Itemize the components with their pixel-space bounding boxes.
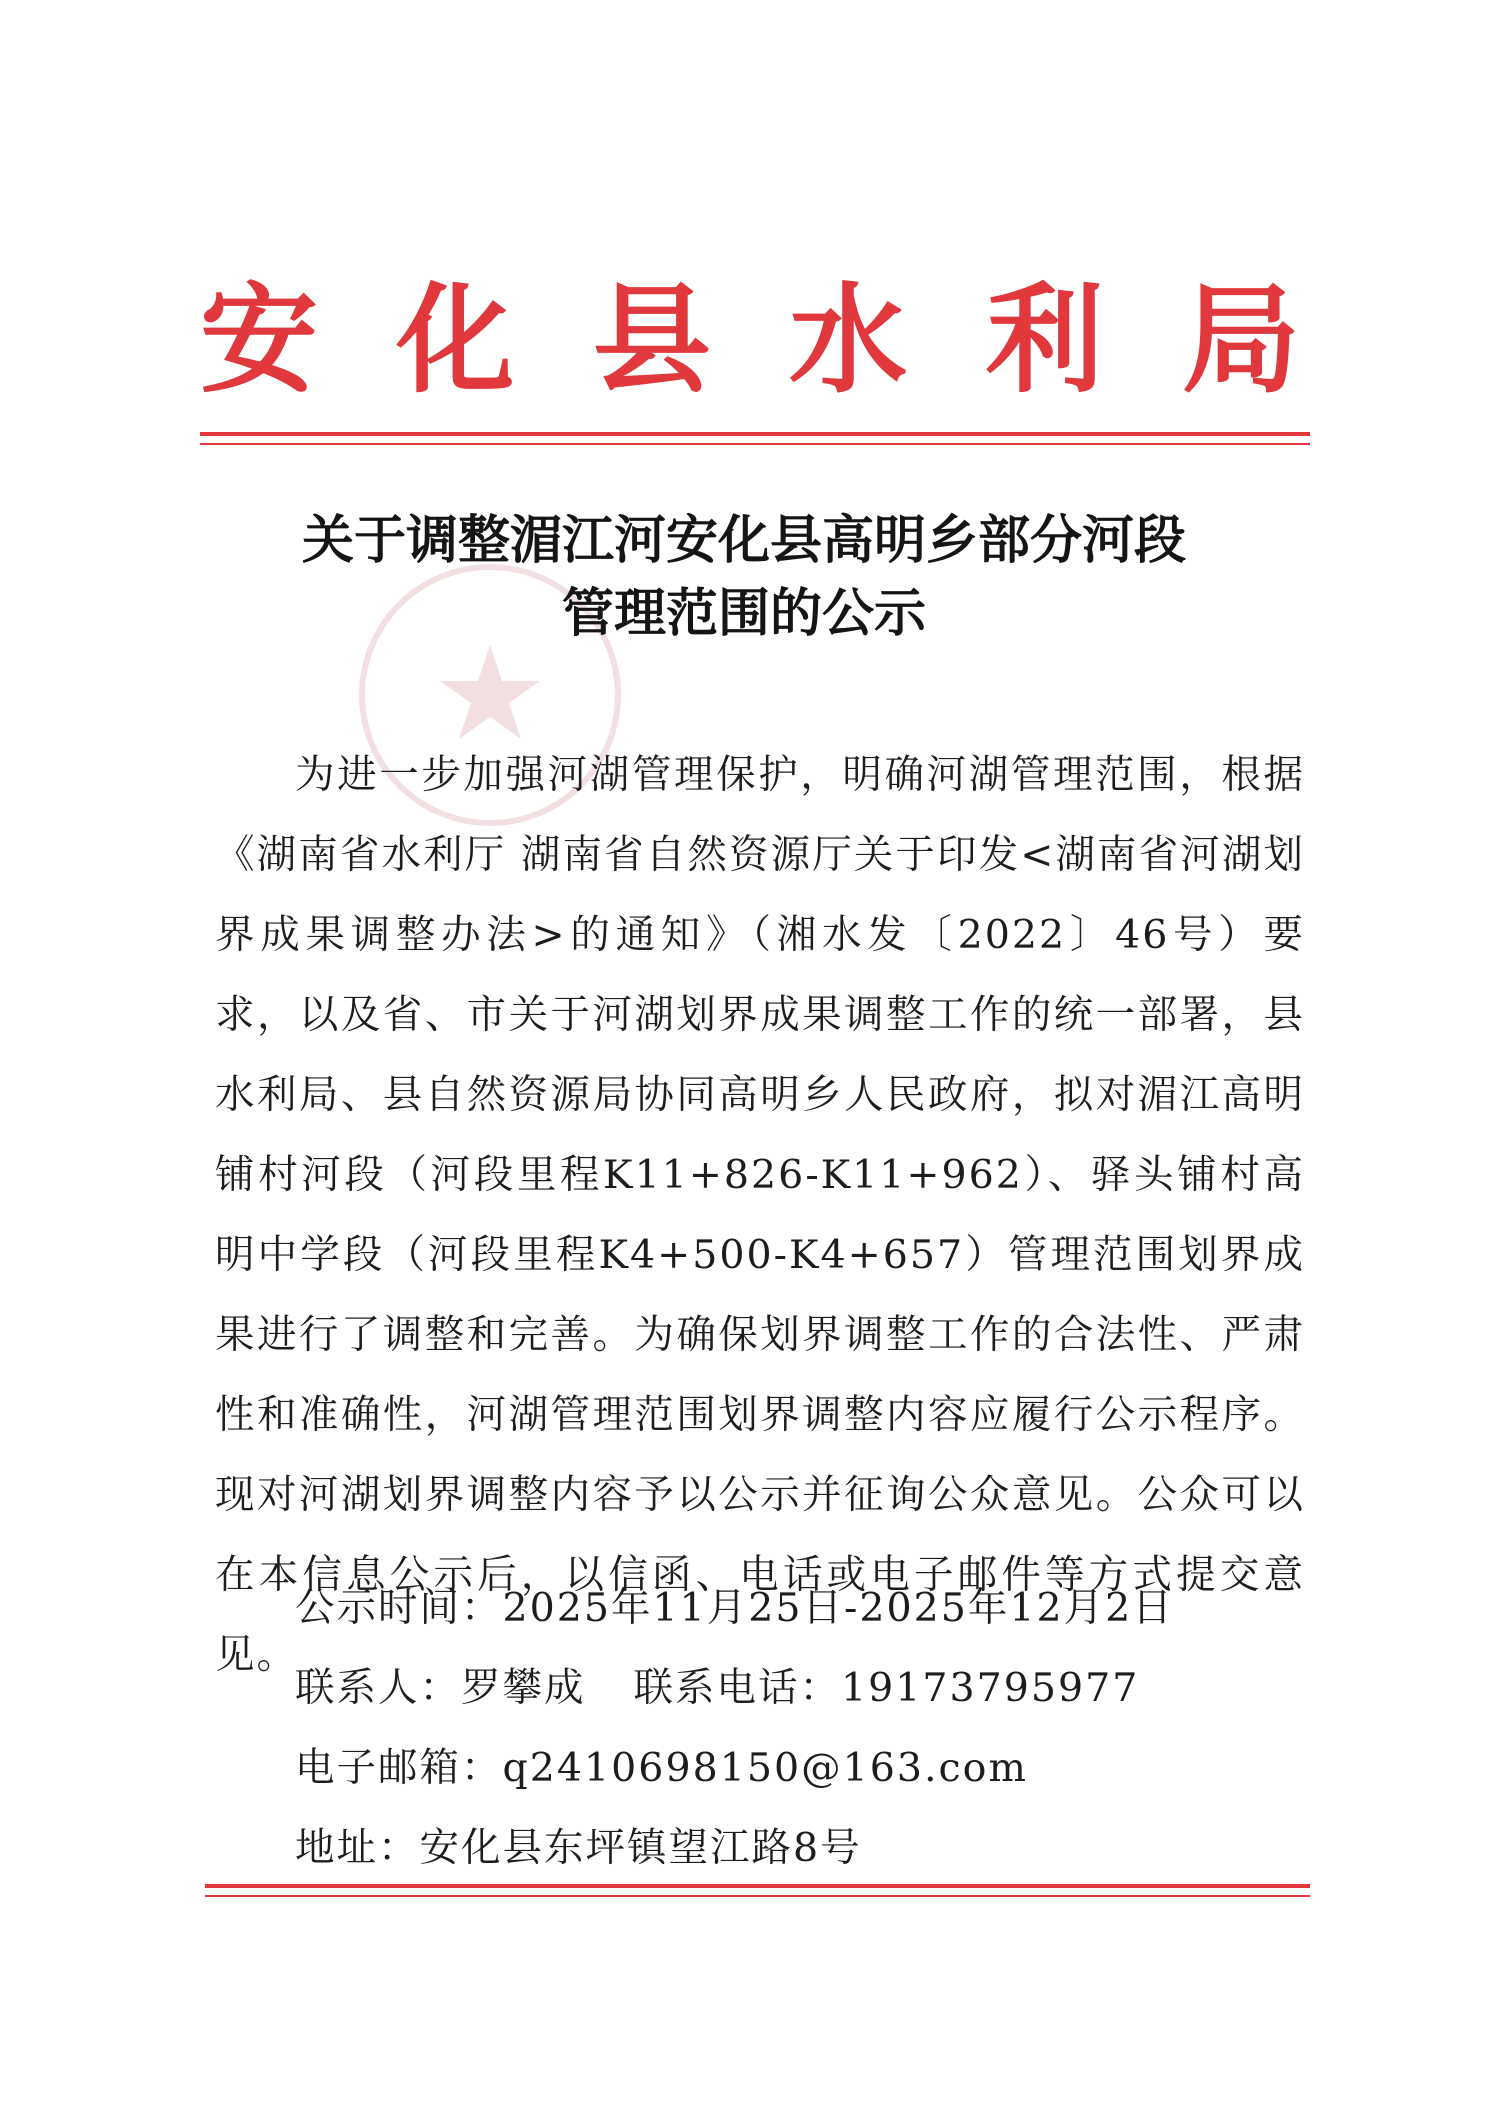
- contact-person: 联系人：罗攀成: [295, 1665, 586, 1711]
- contact-email: 电子邮箱：q2410698150@163.com: [295, 1745, 1028, 1791]
- masthead-char: 局: [1181, 271, 1300, 409]
- contact-address: 地址：安化县东坪镇望江路8号: [295, 1825, 862, 1871]
- notice-title-line-1: 关于调整湄江河安化县高明乡部分河段: [301, 511, 1186, 571]
- header-rule-thin: [200, 443, 1310, 445]
- masthead-char: 利: [985, 271, 1104, 409]
- org-masthead: [200, 270, 1300, 410]
- masthead-char: 水: [789, 271, 908, 409]
- notice-title-line-2: 管理范围的公示: [561, 584, 926, 644]
- header-rule-thick: [200, 432, 1310, 436]
- masthead-char: 化: [396, 271, 515, 409]
- contact-phone: 联系电话：19173795977: [633, 1665, 1140, 1711]
- notice-period: 公示时间：2025年11月25日-2025年12月2日: [295, 1585, 1174, 1631]
- footer-rule-thick: [205, 1884, 1310, 1888]
- contact-line: [295, 1648, 1139, 1728]
- notice-body-paragraph: 为进一步加强河湖管理保护，明确河湖管理范围，根据《湖南省水利厅 湖南省自然资源厅关于印发<湖南省河湖划界成果调整办法>的通知》（湘水发〔2022〕46号）要求，以及省、市关于河湖划界成果调整工作的统一部署，县水利局、县自然资源局协同高明乡人民政府，拟对湄江高明铺村河段（河段里程K11+826-K11+962）、驿头铺村高明中学段（河段里程K4+500-K4+657）管理范围划界成果进行了调整和完善。为确保划界调整工作的合法性、严肃性和准确性，河湖管理范围划界调整内容应履行公示程序。现对河湖划界调整内容予以公示并征询公众意见。公众可以在本信息公示后，以信函、电话或电子邮件等方式提交意见。: [215, 752, 1305, 1678]
- masthead-char: 安: [200, 271, 319, 409]
- footer-rule-thin: [205, 1895, 1310, 1897]
- masthead-char: 县: [592, 271, 711, 409]
